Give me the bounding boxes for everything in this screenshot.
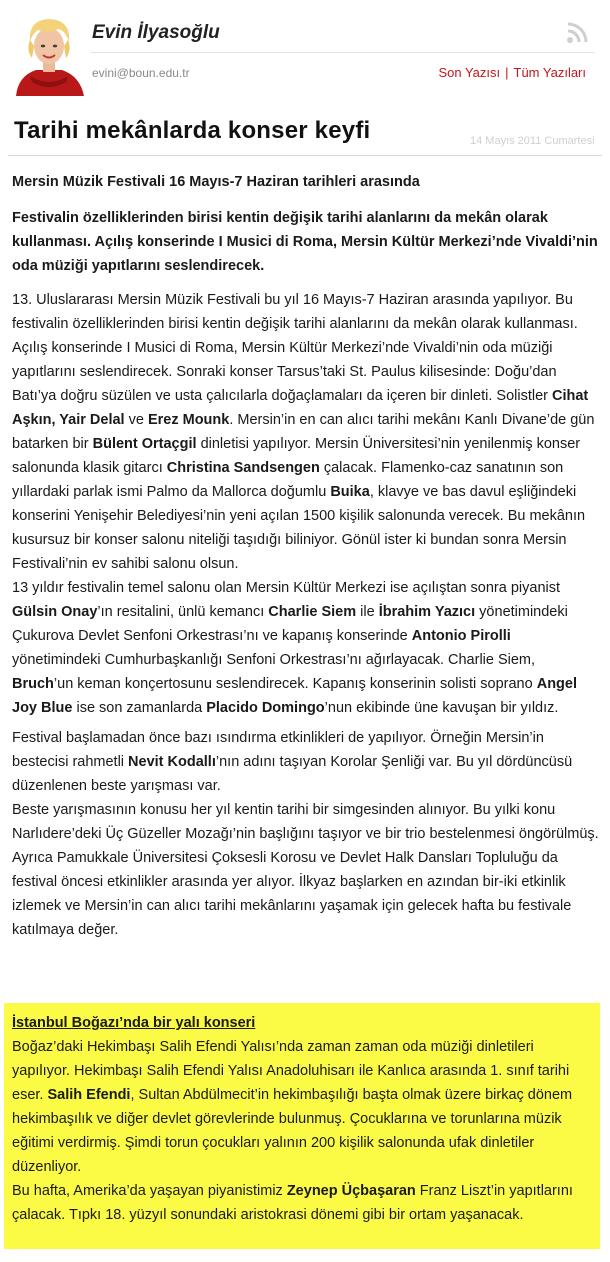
link-separator: |	[505, 65, 509, 80]
paragraph-4: Festival başlamadan önce bazı ısındırma etkinlikleri de yapılıyor. Örneğin Mersin’in bestecisi rahmetli Nevit Kodallı’nın adını taşıyan Korolar Şenliği var. Bu yıl dördüncüsü düzenlenen beste yarışması var.	[12, 730, 573, 794]
paragraph-1: 13. Uluslararası Mersin Müzik Festivali bu yıl 16 Mayıs-7 Haziran arasında yapılıyor. Bu festivalin özelliklerinden birisi kentin değişik tarihi alanlarını da mekân olarak kullanması.	[12, 292, 578, 332]
highlight-title: İstanbul Boğazı’nda bir yalı konseri	[12, 1015, 256, 1031]
all-articles-link[interactable]: Tüm Yazıları	[513, 65, 586, 80]
paragraph-5: Beste yarışmasının konusu her yıl kentin tarihi bir simgesinden alınıyor. Bu yılki konu Narlıdere’deki Üç Güzeller Mozağı’nin başlığını taşıyor ve bir trio bestelenmesi öngörülmüş. Ayrıca Pamukkale Üniversitesi Çoksesli Korosu ve Devlet Halk Dansları Topluluğu da festival öncesi etkinlikler arasında yer alıyor. İlkyaz başlarken en azından bir-iki etkinlik izlemek ve Mersin’in can alıcı tarihi mekânlarını yaşamak için gelecek hafta bu festivale katılmaya değer.	[12, 802, 599, 938]
paragraph-3: 13 yıldır festivalin temel salonu olan Mersin Kültür Merkezi ise açılıştan sonra piyanist Gülsin Onay’ın resitalini, ünlü kemancı Charlie Siem ile İbrahim Yazıcı yönetimindeki Çukurova Devlet Senfoni Orkestrası’nı ve kapanış konserinde Antonio Pirolli yönetimindeki Cumhurbaşkanlığı Senfoni Orkestrası’nı ağırlayacak. Charlie Siem, Bruch’un keman konçertosunu seslendirecek. Kapanış konserinin solisti soprano Angel Joy Blue ise son zamanlarda Placido Domingo’nun ekibinde üne kavuşan bir yıldız.	[12, 580, 577, 716]
article-text	[12, 288, 600, 942]
highlight-box	[4, 1003, 600, 1249]
article-title: Tarihi mekânlarda konser keyfi	[14, 117, 371, 144]
highlight-paragraph-2: Bu hafta, Amerika’da yaşayan piyanistimiz Zeynep Üçbaşaran Franz Liszt’in yapıtlarını çalacak. Tıpkı 18. yüzyıl sonundaki aristokrasi dönemi gibi bir ortam yaşanacak.	[12, 1183, 573, 1223]
paragraph-2: Açılış konserinde I Musici di Roma, Mersin Kültür Merkezi’nde Vivaldi’nin oda müziği yapıtlarını seslendirecek. Sonraki konser Tarsus’taki St. Paulus kilisesinde: Doğu’dan Batı’ya doğru süzülen ve usta çalıcılarla doğaçlamaları da içeren bir dinleti. Solistler Cihat Aşkın, Yair Delal ve Erez Mounk. Mersin’in en can alıcı tarihi mekânı Kanlı Divane’de gün batarken bir Bülent Ortaçgil dinletisi yapılıyor. Mersin Üniversitesi’nin yenilenmiş konser salonunda klasik gitarcı Christina Sandsengen çalacak. Flamenko-caz sanatının son yıllardaki parlak ismi Palmo da Mallorca doğumlu Buika, klavye ve bas davul eşliğindeki konserini Yenişehir Belediyesi’nin yeni açılan 1500 kişilik salonunda verecek. Bu mekânın kusursuz bir konser salonu niteliği taşıdığı biliniyor. Gönül ister ki bundan sonra Mersin Festivali’nin ev sahibi salonu olsun.	[12, 340, 595, 572]
column-header	[0, 0, 610, 100]
header-divider	[90, 52, 595, 53]
author-avatar[interactable]	[8, 10, 90, 96]
title-divider	[8, 155, 602, 156]
article-body	[12, 163, 600, 942]
header-links	[438, 65, 586, 80]
article-subtitle: Mersin Müzik Festivali 16 Mayıs-7 Haziran tarihleri arasında	[12, 174, 420, 190]
highlight-paragraph-1: Boğaz’daki Hekimbaşı Salih Efendi Yalısı’nda zaman zaman oda müziği dinletileri yapılıyor. Hekimbaşı Salih Efendi Yalısı Anadoluhisarı ile Kanlıca arasında 1. sınıf tarihi eser. Salih Efendi, Sultan Abdülmecit’in hekimbaşılığı başta olmak üzere birkaç dönem hekimbaşılık ve diğer devlet görevlerinde bulunmuş. Çocuklarına ve torunlarına müzik eğitimi verdirmiş. Şimdi torun çocukları yalının 200 kişilik salonunda ufak dinletiler düzenliyor.	[12, 1039, 573, 1175]
article-lead: Festivalin özelliklerinden birisi kentin değişik tarihi alanlarını da mekân olarak kullanması. Açılış konserinde I Musici di Roma, Mersin Kültür Merkezi’nde Vivaldi’nin oda müziği yapıtlarını seslendirecek.	[12, 210, 598, 274]
rss-icon[interactable]	[566, 22, 588, 44]
article-date: 14 Mayıs 2011 Cumartesi	[470, 135, 595, 147]
author-email[interactable]: evini@boun.edu.tr	[92, 66, 190, 80]
author-photo-icon	[8, 10, 90, 96]
author-name: Evin İlyasoğlu	[92, 22, 220, 43]
last-article-link[interactable]: Son Yazısı	[438, 65, 501, 80]
